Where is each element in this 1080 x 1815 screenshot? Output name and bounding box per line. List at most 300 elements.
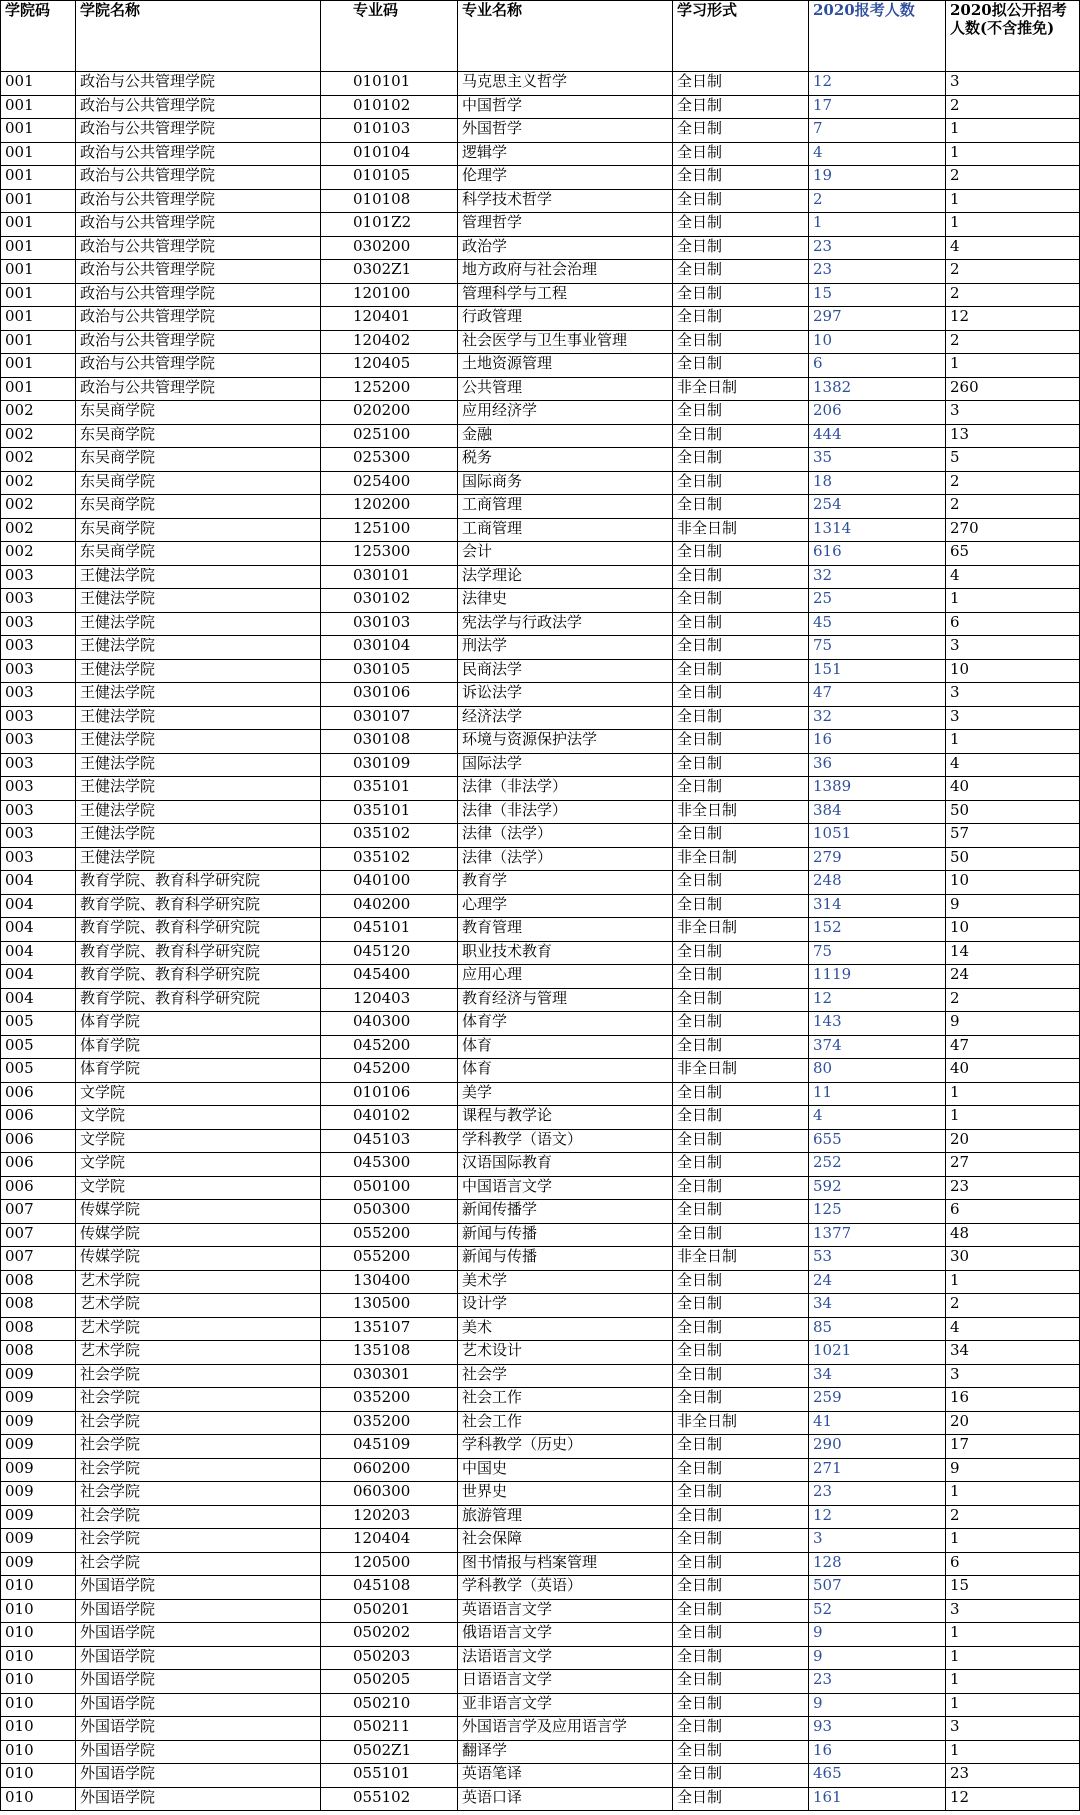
cell-major-name: 刑法学: [458, 636, 673, 660]
cell-study-mode: 全日制: [673, 965, 809, 989]
cell-college-code: 010: [1, 1623, 76, 1647]
cell-applicants-2020: 616: [809, 542, 946, 566]
cell-planned-enrollment-2020: 40: [946, 777, 1080, 801]
table-row: [1, 1411, 1080, 1435]
cell-applicants-2020: 290: [809, 1435, 946, 1459]
table-row: [1, 1529, 1080, 1553]
cell-major-code: 045103: [321, 1129, 458, 1153]
cell-major-code: 045200: [321, 1059, 458, 1083]
table-row: [1, 377, 1080, 401]
cell-major-name: 中国语言文学: [458, 1176, 673, 1200]
cell-major-name: 政治学: [458, 236, 673, 260]
cell-major-code: 030200: [321, 236, 458, 260]
cell-college-code: 009: [1, 1364, 76, 1388]
cell-planned-enrollment-2020: 3: [946, 636, 1080, 660]
table-row: [1, 1505, 1080, 1529]
table-row: [1, 72, 1080, 96]
cell-major-code: 010102: [321, 95, 458, 119]
table-row: [1, 307, 1080, 331]
cell-college-name: 社会学院: [76, 1529, 321, 1553]
cell-major-code: 120401: [321, 307, 458, 331]
cell-college-name: 政治与公共管理学院: [76, 330, 321, 354]
cell-planned-enrollment-2020: 9: [946, 1012, 1080, 1036]
cell-college-name: 东吴商学院: [76, 448, 321, 472]
cell-study-mode: 全日制: [673, 1341, 809, 1365]
cell-major-name: 法律（非法学）: [458, 800, 673, 824]
cell-major-code: 025300: [321, 448, 458, 472]
cell-study-mode: 全日制: [673, 1599, 809, 1623]
table-row: [1, 1552, 1080, 1576]
table-row: [1, 918, 1080, 942]
cell-college-code: 003: [1, 636, 76, 660]
cell-study-mode: 全日制: [673, 471, 809, 495]
cell-college-name: 体育学院: [76, 1035, 321, 1059]
cell-planned-enrollment-2020: 260: [946, 377, 1080, 401]
cell-major-name: 国际商务: [458, 471, 673, 495]
cell-college-name: 王健法学院: [76, 706, 321, 730]
cell-college-name: 政治与公共管理学院: [76, 307, 321, 331]
cell-major-name: 法语语言文学: [458, 1646, 673, 1670]
cell-study-mode: 全日制: [673, 1646, 809, 1670]
cell-major-name: 美术: [458, 1317, 673, 1341]
cell-major-name: 土地资源管理: [458, 354, 673, 378]
table-row: [1, 283, 1080, 307]
cell-major-code: 030301: [321, 1364, 458, 1388]
cell-major-name: 汉语国际教育: [458, 1153, 673, 1177]
cell-major-code: 120405: [321, 354, 458, 378]
cell-college-code: 010: [1, 1693, 76, 1717]
cell-study-mode: 全日制: [673, 1200, 809, 1224]
cell-college-code: 004: [1, 941, 76, 965]
cell-planned-enrollment-2020: 2: [946, 1505, 1080, 1529]
table-row: [1, 1082, 1080, 1106]
cell-applicants-2020: 655: [809, 1129, 946, 1153]
table-row: [1, 1458, 1080, 1482]
cell-major-code: 010105: [321, 166, 458, 190]
cell-planned-enrollment-2020: 4: [946, 1317, 1080, 1341]
cell-study-mode: 全日制: [673, 824, 809, 848]
cell-planned-enrollment-2020: 3: [946, 683, 1080, 707]
cell-major-code: 055200: [321, 1223, 458, 1247]
table-row: [1, 941, 1080, 965]
cell-planned-enrollment-2020: 9: [946, 1458, 1080, 1482]
cell-study-mode: 全日制: [673, 1176, 809, 1200]
cell-study-mode: 全日制: [673, 495, 809, 519]
cell-applicants-2020: 10: [809, 330, 946, 354]
table-row: [1, 683, 1080, 707]
cell-college-code: 003: [1, 730, 76, 754]
cell-major-name: 法律史: [458, 589, 673, 613]
cell-college-name: 外国语学院: [76, 1717, 321, 1741]
cell-planned-enrollment-2020: 6: [946, 612, 1080, 636]
cell-planned-enrollment-2020: 9: [946, 894, 1080, 918]
cell-major-name: 美学: [458, 1082, 673, 1106]
cell-study-mode: 全日制: [673, 283, 809, 307]
cell-applicants-2020: 9: [809, 1646, 946, 1670]
cell-planned-enrollment-2020: 2: [946, 1294, 1080, 1318]
cell-college-name: 外国语学院: [76, 1670, 321, 1694]
cell-major-code: 0101Z2: [321, 213, 458, 237]
cell-college-name: 政治与公共管理学院: [76, 119, 321, 143]
cell-applicants-2020: 9: [809, 1623, 946, 1647]
cell-planned-enrollment-2020: 2: [946, 283, 1080, 307]
cell-college-code: 005: [1, 1035, 76, 1059]
table-row: [1, 518, 1080, 542]
cell-major-name: 行政管理: [458, 307, 673, 331]
cell-major-code: 025400: [321, 471, 458, 495]
cell-planned-enrollment-2020: 1: [946, 1623, 1080, 1647]
cell-major-code: 130400: [321, 1270, 458, 1294]
cell-study-mode: 全日制: [673, 1740, 809, 1764]
cell-applicants-2020: 128: [809, 1552, 946, 1576]
cell-college-code: 003: [1, 753, 76, 777]
cell-planned-enrollment-2020: 4: [946, 753, 1080, 777]
cell-applicants-2020: 2: [809, 189, 946, 213]
cell-major-code: 120402: [321, 330, 458, 354]
cell-major-code: 050205: [321, 1670, 458, 1694]
cell-college-name: 教育学院、教育科学研究院: [76, 988, 321, 1012]
cell-planned-enrollment-2020: 16: [946, 1388, 1080, 1412]
cell-study-mode: 全日制: [673, 1552, 809, 1576]
cell-study-mode: 全日制: [673, 142, 809, 166]
cell-planned-enrollment-2020: 1: [946, 1082, 1080, 1106]
cell-applicants-2020: 93: [809, 1717, 946, 1741]
cell-applicants-2020: 3: [809, 1529, 946, 1553]
table-row: [1, 1223, 1080, 1247]
cell-college-name: 社会学院: [76, 1364, 321, 1388]
cell-study-mode: 全日制: [673, 1012, 809, 1036]
cell-college-name: 艺术学院: [76, 1341, 321, 1365]
cell-study-mode: 全日制: [673, 1717, 809, 1741]
cell-college-code: 001: [1, 119, 76, 143]
cell-college-name: 政治与公共管理学院: [76, 166, 321, 190]
cell-applicants-2020: 53: [809, 1247, 946, 1271]
cell-major-name: 学科教学（英语）: [458, 1576, 673, 1600]
cell-major-name: 会计: [458, 542, 673, 566]
cell-applicants-2020: 1021: [809, 1341, 946, 1365]
cell-college-code: 003: [1, 777, 76, 801]
cell-major-code: 030101: [321, 565, 458, 589]
cell-college-name: 王健法学院: [76, 753, 321, 777]
cell-applicants-2020: 36: [809, 753, 946, 777]
cell-applicants-2020: 592: [809, 1176, 946, 1200]
cell-college-name: 政治与公共管理学院: [76, 142, 321, 166]
cell-study-mode: 全日制: [673, 871, 809, 895]
cell-applicants-2020: 9: [809, 1693, 946, 1717]
cell-planned-enrollment-2020: 4: [946, 236, 1080, 260]
cell-college-code: 001: [1, 354, 76, 378]
table-row: [1, 1764, 1080, 1788]
cell-applicants-2020: 41: [809, 1411, 946, 1435]
cell-applicants-2020: 47: [809, 683, 946, 707]
table-row: [1, 1059, 1080, 1083]
header-major-name: 专业名称: [458, 1, 673, 72]
table-row: [1, 800, 1080, 824]
cell-college-code: 002: [1, 518, 76, 542]
header-major-code: 专业码: [321, 1, 458, 72]
cell-major-code: 045109: [321, 1435, 458, 1459]
cell-college-code: 003: [1, 612, 76, 636]
cell-college-name: 外国语学院: [76, 1787, 321, 1811]
cell-applicants-2020: 374: [809, 1035, 946, 1059]
table-row: [1, 730, 1080, 754]
cell-major-name: 法律（法学）: [458, 824, 673, 848]
cell-major-code: 120203: [321, 1505, 458, 1529]
cell-college-name: 政治与公共管理学院: [76, 236, 321, 260]
cell-major-name: 马克思主义哲学: [458, 72, 673, 96]
cell-college-code: 009: [1, 1552, 76, 1576]
cell-major-code: 035101: [321, 800, 458, 824]
cell-major-code: 035101: [321, 777, 458, 801]
cell-college-name: 政治与公共管理学院: [76, 95, 321, 119]
cell-major-code: 010101: [321, 72, 458, 96]
cell-college-code: 003: [1, 706, 76, 730]
cell-study-mode: 非全日制: [673, 918, 809, 942]
cell-college-code: 006: [1, 1106, 76, 1130]
cell-study-mode: 全日制: [673, 1153, 809, 1177]
cell-college-name: 东吴商学院: [76, 542, 321, 566]
cell-college-code: 007: [1, 1223, 76, 1247]
cell-major-name: 管理哲学: [458, 213, 673, 237]
cell-college-code: 004: [1, 965, 76, 989]
table-row: [1, 659, 1080, 683]
cell-study-mode: 全日制: [673, 1505, 809, 1529]
cell-study-mode: 全日制: [673, 1764, 809, 1788]
cell-planned-enrollment-2020: 3: [946, 1717, 1080, 1741]
table-row: [1, 777, 1080, 801]
cell-college-name: 东吴商学院: [76, 471, 321, 495]
cell-major-code: 045108: [321, 1576, 458, 1600]
cell-major-code: 135107: [321, 1317, 458, 1341]
cell-college-code: 003: [1, 847, 76, 871]
cell-applicants-2020: 75: [809, 636, 946, 660]
cell-applicants-2020: 11: [809, 1082, 946, 1106]
cell-college-code: 010: [1, 1646, 76, 1670]
cell-major-code: 055101: [321, 1764, 458, 1788]
cell-applicants-2020: 45: [809, 612, 946, 636]
cell-major-name: 艺术设计: [458, 1341, 673, 1365]
cell-college-name: 社会学院: [76, 1552, 321, 1576]
cell-major-code: 030105: [321, 659, 458, 683]
cell-applicants-2020: 1: [809, 213, 946, 237]
cell-college-code: 009: [1, 1411, 76, 1435]
cell-college-code: 007: [1, 1247, 76, 1271]
cell-planned-enrollment-2020: 24: [946, 965, 1080, 989]
cell-major-code: 045120: [321, 941, 458, 965]
cell-major-name: 学科教学（语文）: [458, 1129, 673, 1153]
cell-college-name: 教育学院、教育科学研究院: [76, 941, 321, 965]
cell-major-code: 125100: [321, 518, 458, 542]
cell-college-code: 002: [1, 401, 76, 425]
cell-major-name: 新闻与传播: [458, 1247, 673, 1271]
cell-study-mode: 全日制: [673, 1693, 809, 1717]
cell-college-name: 王健法学院: [76, 800, 321, 824]
cell-college-code: 001: [1, 189, 76, 213]
cell-applicants-2020: 7: [809, 119, 946, 143]
cell-major-name: 宪法学与行政法学: [458, 612, 673, 636]
cell-planned-enrollment-2020: 27: [946, 1153, 1080, 1177]
cell-study-mode: 全日制: [673, 941, 809, 965]
cell-college-name: 外国语学院: [76, 1576, 321, 1600]
cell-study-mode: 全日制: [673, 1270, 809, 1294]
cell-major-code: 045101: [321, 918, 458, 942]
cell-major-name: 俄语语言文学: [458, 1623, 673, 1647]
cell-planned-enrollment-2020: 1: [946, 1646, 1080, 1670]
cell-major-code: 030102: [321, 589, 458, 613]
cell-college-code: 001: [1, 142, 76, 166]
cell-planned-enrollment-2020: 20: [946, 1129, 1080, 1153]
table-row: [1, 753, 1080, 777]
cell-college-name: 艺术学院: [76, 1270, 321, 1294]
cell-study-mode: 非全日制: [673, 518, 809, 542]
cell-applicants-2020: 80: [809, 1059, 946, 1083]
cell-planned-enrollment-2020: 2: [946, 988, 1080, 1012]
cell-applicants-2020: 279: [809, 847, 946, 871]
cell-planned-enrollment-2020: 4: [946, 565, 1080, 589]
table-row: [1, 142, 1080, 166]
header-college-code: 学院码: [1, 1, 76, 72]
table-row: [1, 1270, 1080, 1294]
cell-college-code: 006: [1, 1129, 76, 1153]
cell-major-code: 040200: [321, 894, 458, 918]
cell-major-name: 外国哲学: [458, 119, 673, 143]
cell-study-mode: 全日制: [673, 1317, 809, 1341]
cell-planned-enrollment-2020: 3: [946, 706, 1080, 730]
cell-study-mode: 全日制: [673, 72, 809, 96]
cell-major-name: 教育学: [458, 871, 673, 895]
cell-major-name: 中国史: [458, 1458, 673, 1482]
cell-college-name: 王健法学院: [76, 659, 321, 683]
cell-planned-enrollment-2020: 1: [946, 730, 1080, 754]
cell-college-code: 009: [1, 1529, 76, 1553]
cell-planned-enrollment-2020: 23: [946, 1764, 1080, 1788]
cell-college-name: 社会学院: [76, 1435, 321, 1459]
cell-college-code: 004: [1, 871, 76, 895]
cell-major-code: 030109: [321, 753, 458, 777]
cell-major-name: 美术学: [458, 1270, 673, 1294]
cell-major-code: 045300: [321, 1153, 458, 1177]
cell-study-mode: 全日制: [673, 612, 809, 636]
table-row: [1, 612, 1080, 636]
cell-major-name: 英语笔译: [458, 1764, 673, 1788]
cell-planned-enrollment-2020: 1: [946, 142, 1080, 166]
table-row: [1, 95, 1080, 119]
cell-college-code: 006: [1, 1153, 76, 1177]
cell-major-name: 翻译学: [458, 1740, 673, 1764]
cell-college-code: 001: [1, 377, 76, 401]
cell-college-name: 政治与公共管理学院: [76, 72, 321, 96]
cell-planned-enrollment-2020: 1: [946, 189, 1080, 213]
cell-college-code: 009: [1, 1458, 76, 1482]
cell-major-name: 应用经济学: [458, 401, 673, 425]
cell-study-mode: 全日制: [673, 1294, 809, 1318]
cell-major-code: 050300: [321, 1200, 458, 1224]
cell-college-code: 010: [1, 1740, 76, 1764]
cell-major-name: 外国语言学及应用语言学: [458, 1717, 673, 1741]
table-row: [1, 706, 1080, 730]
cell-applicants-2020: 16: [809, 730, 946, 754]
cell-study-mode: 全日制: [673, 307, 809, 331]
cell-college-name: 王健法学院: [76, 683, 321, 707]
cell-college-name: 王健法学院: [76, 847, 321, 871]
cell-study-mode: 全日制: [673, 1670, 809, 1694]
cell-college-name: 文学院: [76, 1082, 321, 1106]
cell-college-name: 王健法学院: [76, 636, 321, 660]
cell-major-code: 0502Z1: [321, 1740, 458, 1764]
cell-applicants-2020: 161: [809, 1787, 946, 1811]
cell-study-mode: 全日制: [673, 1529, 809, 1553]
cell-applicants-2020: 1377: [809, 1223, 946, 1247]
cell-planned-enrollment-2020: 10: [946, 871, 1080, 895]
cell-major-name: 英语口译: [458, 1787, 673, 1811]
cell-study-mode: 全日制: [673, 565, 809, 589]
cell-major-code: 025100: [321, 424, 458, 448]
cell-major-name: 税务: [458, 448, 673, 472]
cell-college-name: 政治与公共管理学院: [76, 283, 321, 307]
cell-study-mode: 全日制: [673, 1576, 809, 1600]
cell-college-code: 002: [1, 495, 76, 519]
cell-planned-enrollment-2020: 1: [946, 1670, 1080, 1694]
cell-college-name: 文学院: [76, 1129, 321, 1153]
cell-applicants-2020: 19: [809, 166, 946, 190]
cell-study-mode: 全日制: [673, 1223, 809, 1247]
cell-major-name: 中国哲学: [458, 95, 673, 119]
cell-applicants-2020: 18: [809, 471, 946, 495]
cell-applicants-2020: 23: [809, 236, 946, 260]
table-row: [1, 448, 1080, 472]
cell-planned-enrollment-2020: 65: [946, 542, 1080, 566]
cell-college-code: 001: [1, 236, 76, 260]
cell-study-mode: 全日制: [673, 119, 809, 143]
table-row: [1, 1106, 1080, 1130]
cell-college-name: 教育学院、教育科学研究院: [76, 894, 321, 918]
cell-major-name: 体育: [458, 1035, 673, 1059]
cell-study-mode: 全日制: [673, 777, 809, 801]
table-row: [1, 1670, 1080, 1694]
cell-major-code: 030107: [321, 706, 458, 730]
cell-applicants-2020: 32: [809, 565, 946, 589]
cell-major-name: 应用心理: [458, 965, 673, 989]
cell-study-mode: 非全日制: [673, 1411, 809, 1435]
cell-college-code: 004: [1, 894, 76, 918]
cell-major-code: 120100: [321, 283, 458, 307]
cell-college-code: 008: [1, 1270, 76, 1294]
cell-planned-enrollment-2020: 15: [946, 1576, 1080, 1600]
cell-college-code: 008: [1, 1317, 76, 1341]
cell-college-name: 王健法学院: [76, 565, 321, 589]
cell-planned-enrollment-2020: 57: [946, 824, 1080, 848]
cell-college-code: 001: [1, 283, 76, 307]
table-row: [1, 1012, 1080, 1036]
cell-major-code: 030104: [321, 636, 458, 660]
cell-applicants-2020: 35: [809, 448, 946, 472]
cell-planned-enrollment-2020: 3: [946, 401, 1080, 425]
cell-college-name: 政治与公共管理学院: [76, 377, 321, 401]
cell-college-code: 002: [1, 424, 76, 448]
cell-college-code: 006: [1, 1176, 76, 1200]
cell-planned-enrollment-2020: 50: [946, 800, 1080, 824]
cell-college-name: 传媒学院: [76, 1200, 321, 1224]
cell-planned-enrollment-2020: 2: [946, 166, 1080, 190]
cell-study-mode: 全日制: [673, 706, 809, 730]
cell-planned-enrollment-2020: 17: [946, 1435, 1080, 1459]
cell-college-name: 外国语学院: [76, 1693, 321, 1717]
header-study-mode: 学习形式: [673, 1, 809, 72]
cell-study-mode: 全日制: [673, 236, 809, 260]
cell-study-mode: 全日制: [673, 542, 809, 566]
cell-planned-enrollment-2020: 48: [946, 1223, 1080, 1247]
cell-study-mode: 全日制: [673, 354, 809, 378]
